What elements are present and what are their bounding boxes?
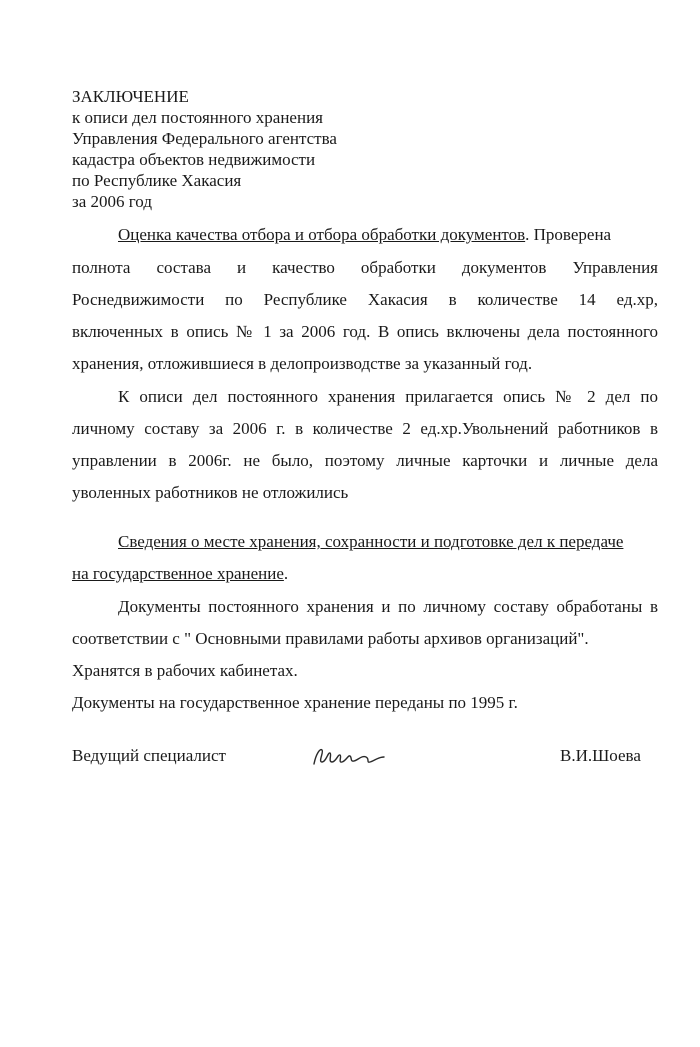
signoff-position: Ведущий специалист bbox=[72, 746, 226, 765]
paragraph-line: Роснедвижимости по Республике Хакасия в количестве 14 ед.хр, bbox=[72, 290, 658, 309]
heading-line: Управления Федерального агентства bbox=[72, 129, 337, 148]
paragraph-line: управлении в 2006г. не было, поэтому личные карточки и личные дела bbox=[72, 451, 658, 470]
section-heading-assessment: Оценка качества отбора и отбора обработки документов bbox=[118, 225, 526, 244]
heading-line: за 2006 год bbox=[72, 192, 152, 211]
document-title: ЗАКЛЮЧЕНИЕ bbox=[72, 87, 189, 106]
signoff-name: В.И.Шоева bbox=[560, 746, 641, 765]
paragraph-text: . Проверена bbox=[525, 225, 612, 244]
paragraph-line: включенных в опись № 1 за 2006 год. В опись включены дела постоянного bbox=[72, 322, 658, 341]
paragraph-line: К описи дел постоянного хранения прилагается опись № 2 дел по bbox=[118, 387, 658, 406]
document-heading bbox=[72, 86, 337, 212]
section-heading-text: на государственное хранение bbox=[72, 564, 284, 583]
heading-line: по Республике Хакасия bbox=[72, 171, 242, 190]
paragraph-line: Документы постоянного хранения и по личному составу обработаны в bbox=[118, 597, 658, 616]
paragraph-line: полнота состава и качество обработки документов Управления bbox=[72, 258, 658, 277]
heading-line: к описи дел постоянного хранения bbox=[72, 108, 323, 127]
paragraph-line bbox=[118, 225, 658, 245]
paragraph-line: Хранятся в рабочих кабинетах. bbox=[72, 661, 298, 680]
paragraph-line: уволенных работников не отложились bbox=[72, 483, 349, 502]
heading-line: кадастра объектов недвижимости bbox=[72, 150, 316, 169]
paragraph-line: Документы на государственное хранение переданы по 1995 г. bbox=[72, 693, 518, 712]
section-heading-storage-cont bbox=[72, 564, 288, 584]
paragraph-text: . bbox=[283, 564, 289, 583]
section-heading-storage: Сведения о месте хранения, сохранности и подготовке дел к передаче bbox=[118, 532, 624, 551]
paragraph-line: личному составу за 2006 г. в количестве 2 ед.хр.Увольнений работников в bbox=[72, 419, 658, 438]
paragraph-line: соответствии с " Основными правилами работы архивов организаций". bbox=[72, 629, 589, 648]
handwritten-signature bbox=[308, 740, 388, 770]
paragraph-line: хранения, отложившиеся в делопроизводстве за указанный год. bbox=[72, 354, 533, 373]
